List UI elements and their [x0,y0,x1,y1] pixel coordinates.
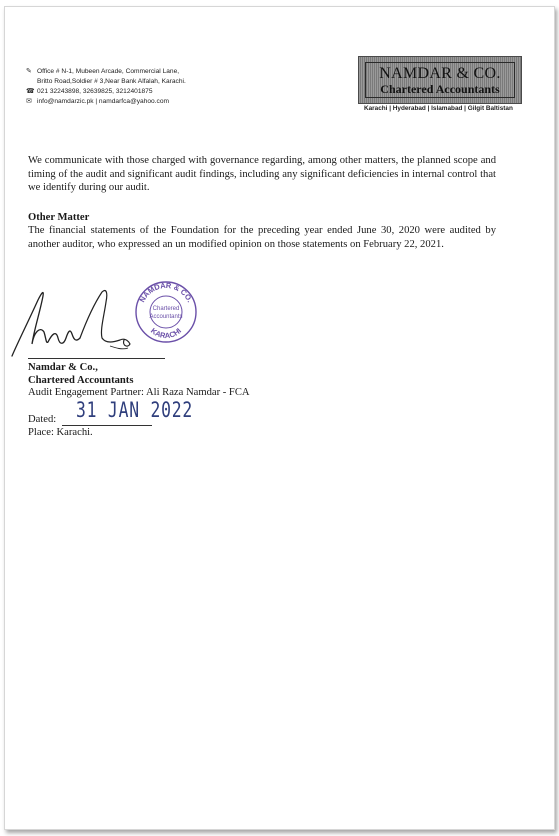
firm-designation: Chartered Accountants [28,375,134,386]
address-row [26,67,226,77]
stamp-center-line1: Chartered [152,306,180,312]
dated-underline [62,425,152,426]
phone-text: 021 32243898, 32639825, 3212401875 [37,88,153,95]
logo-subtitle: Chartered Accountants [380,82,500,96]
email-text: info@namdarzic.pk | namdarfca@yahoo.com [37,98,170,105]
location-icon: ✎ [26,68,32,75]
engagement-partner: Audit Engagement Partner: Ali Raza Namdar - FCA [28,387,250,398]
logo-name: NAMDAR & CO. [379,65,501,82]
logo-frame [365,62,515,98]
firm-logo [358,56,522,104]
stamp-bottom-text: KARACHI [149,326,184,341]
email-row [26,97,226,107]
stamp-top-text: NAMDAR & CO. [137,280,195,304]
dated-label: Dated: [28,414,57,425]
phone-icon: ☎ [26,88,35,95]
other-matter-paragraph: The financial statements of the Foundation for the preceding year ended June 30, 2020 were audited by another auditor, who expressed an un modified opinion on those statements on February 22, 2021. [28,225,496,250]
phone-row [26,87,226,97]
governance-paragraph: We communicate with those charged with governance regarding, among other matters, the planned scope and timing of the audit and significant audit findings, including any significant deficiencies in internal control that we identify during our audit. [28,155,496,193]
stamp-center-line2: Accountants [149,314,183,320]
address-line1: Office # N-1, Mubeen Arcade, Commercial Lane, [37,68,180,75]
other-matter-heading: Other Matter [28,212,90,223]
place-line: Place: Karachi. [28,427,93,438]
address-line2: Britto Road,Soldier # 3,Near Bank Alfalah, Karachi. [37,78,186,85]
letterhead-contact [26,67,226,107]
signature-line [28,358,165,359]
mail-icon: ✉ [26,98,32,105]
handwritten-signature [10,282,140,362]
svg-text:NAMDAR & CO. [138,281,195,304]
address-row-2 [26,77,226,87]
firm-name: Namdar & Co., [28,362,98,373]
firm-seal-stamp [132,280,200,344]
office-cities: Karachi | Hyderabad | Islamabad | Gilgit Baltistan [364,105,513,112]
date-stamp: 31 JAN 2022 [76,398,194,422]
